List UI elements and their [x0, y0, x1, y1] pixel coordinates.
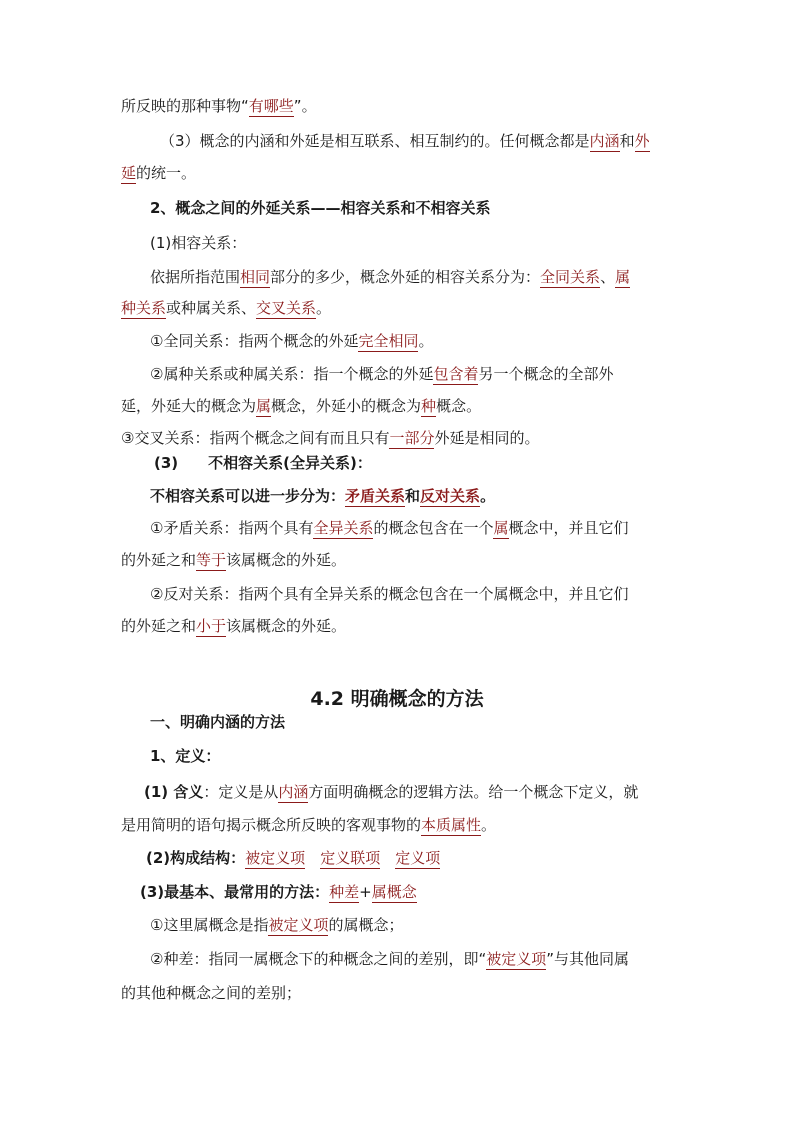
underlined-term: 属概念	[371, 883, 417, 901]
underlined-term: 完全相同	[358, 332, 419, 350]
underlined-term: 本质属性	[421, 816, 482, 834]
section-title: 4.2 明确概念的方法	[310, 688, 484, 710]
underlined-term: 内涵	[589, 132, 620, 150]
underlined-term: 等于	[196, 551, 227, 569]
text-line: 的其他种概念之间的差别；	[121, 984, 302, 1002]
text-line: 的外延之和小于该属概念的外延。	[121, 617, 347, 635]
underlined-term: 小于	[196, 617, 227, 635]
underlined-term: 属	[615, 268, 631, 286]
underlined-term: 被定义项	[268, 916, 329, 934]
underlined-term: 有哪些	[248, 97, 294, 115]
subsection-heading: 2、概念之间的外延关系——相容关系和不相容关系	[150, 199, 491, 217]
underlined-term: 外	[634, 132, 650, 150]
text-line: 种关系或种属关系、交叉关系。	[121, 299, 332, 317]
underlined-term: 交叉关系	[256, 299, 317, 317]
text-line: (2)构成结构：被定义项 定义联项 定义项	[146, 849, 441, 867]
subsection-heading: 1、定义：	[150, 747, 221, 765]
text-line: ③交叉关系：指两个概念之间有而且只有一部分外延是相同的。	[121, 429, 540, 447]
text-line: 延的统一。	[121, 164, 197, 182]
underlined-term: 全异关系	[313, 519, 374, 537]
subsection-heading: (3) 不相容关系(全异关系)：	[154, 454, 372, 472]
text-line: （3）概念的内涵和外延是相互联系、相互制约的。任何概念都是内涵和外	[160, 132, 650, 150]
text-line: 依据所指范围相同部分的多少，概念外延的相容关系分为：全同关系、属	[150, 268, 631, 286]
underlined-term: 内涵	[278, 783, 309, 801]
underlined-term: 全同关系	[540, 268, 601, 286]
underlined-term: 种	[421, 397, 437, 415]
text-line: ②属种关系或种属关系：指一个概念的外延包含着另一个概念的全部外	[150, 365, 614, 383]
subsection-heading: 一、明确内涵的方法	[150, 713, 286, 731]
underlined-term: 相同	[240, 268, 271, 286]
underlined-term: 一部分	[389, 429, 435, 447]
text-line: 的外延之和等于该属概念的外延。	[121, 551, 347, 569]
text-line: ①矛盾关系：指两个具有全异关系的概念包含在一个属概念中，并且它们	[150, 519, 629, 537]
underlined-term: 反对关系	[420, 487, 481, 505]
underlined-term: 定义联项	[320, 849, 381, 867]
text-line: ②反对关系：指两个具有全异关系的概念包含在一个属概念中，并且它们	[150, 585, 629, 603]
underlined-term: 属	[256, 397, 272, 415]
underlined-term: 种关系	[121, 299, 167, 317]
underlined-term: 矛盾关系	[345, 487, 406, 505]
text-line: (3)最基本、最常用的方法：种差+属概念	[140, 883, 417, 901]
underlined-term: 被定义项	[245, 849, 306, 867]
text-line: 不相容关系可以进一步分为：矛盾关系和反对关系。	[150, 487, 496, 505]
underlined-term: 定义项	[395, 849, 441, 867]
text-line: (1)相容关系：	[150, 234, 247, 252]
underlined-term: 延	[121, 164, 137, 182]
text-line: 是用简明的语句揭示概念所反映的客观事物的本质属性。	[121, 816, 497, 834]
underlined-term: 被定义项	[486, 950, 547, 968]
text-line: ①全同关系：指两个概念的外延完全相同。	[150, 332, 434, 350]
text-line: (1) 含义：定义是从内涵方面明确概念的逻辑方法。给一个概念下定义，就	[144, 783, 639, 801]
text-line: ②种差：指同一属概念下的种概念之间的差别，即“被定义项”与其他同属	[150, 950, 630, 968]
underlined-term: 种差	[329, 883, 360, 901]
underlined-term: 属	[493, 519, 509, 537]
underlined-term: 包含着	[433, 365, 479, 383]
text-line: 所反映的那种事物“有哪些”。	[121, 97, 317, 115]
text-line: ①这里属概念是指被定义项的属概念；	[150, 916, 404, 934]
text-line: 延，外延大的概念为属概念，外延小的概念为种概念。	[121, 397, 482, 415]
